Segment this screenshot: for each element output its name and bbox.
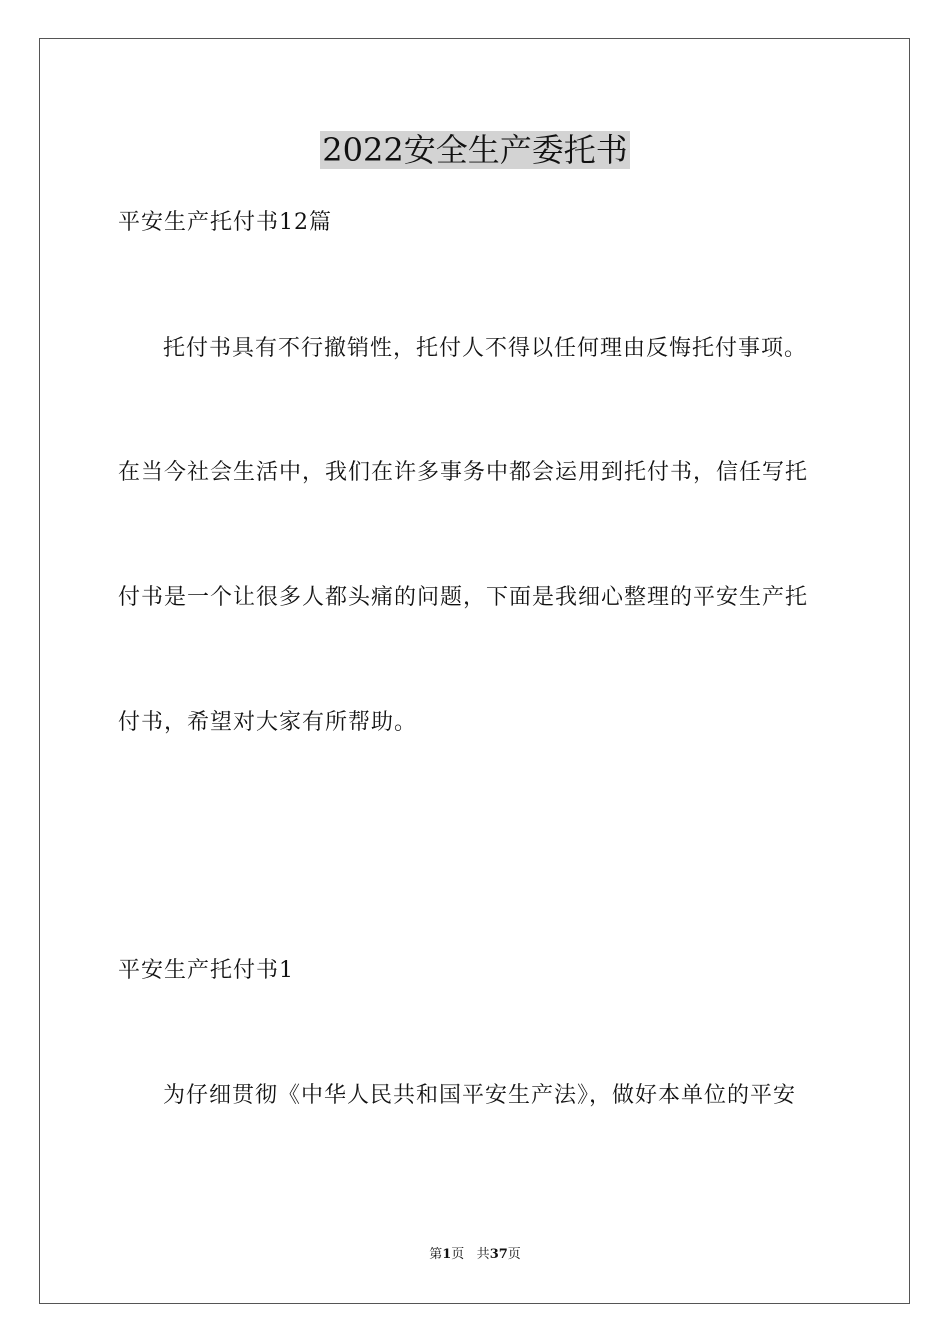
paragraph-line: 在当今社会生活中，我们在许多事务中都会运用到托付书，信任写托 bbox=[118, 460, 809, 485]
document-title bbox=[0, 128, 950, 172]
paragraph-line: 托付书具有不行撤销性，托付人不得以任何理由反悔托付事项。 bbox=[163, 336, 808, 361]
page-prefix: 第 bbox=[429, 1247, 443, 1262]
subtitle: 平安生产托付书12篇 bbox=[118, 210, 332, 235]
paragraph-line: 付书是一个让很多人都头痛的问题，下面是我细心整理的平安生产托 bbox=[118, 585, 809, 610]
paragraph-line: 付书，希望对大家有所帮助。 bbox=[118, 710, 418, 735]
page-number: 1 bbox=[442, 1247, 452, 1262]
paragraph-line: 为仔细贯彻《中华人民共和国平安生产法》，做好本单位的平安 bbox=[163, 1083, 797, 1108]
total-suffix: 页 bbox=[507, 1247, 521, 1262]
document-title-text: 2022安全生产委托书 bbox=[322, 131, 628, 169]
page-footer bbox=[0, 1246, 950, 1264]
total-prefix: 共 bbox=[476, 1247, 490, 1262]
total-pages: 37 bbox=[489, 1247, 508, 1262]
section-heading: 平安生产托付书1 bbox=[118, 958, 294, 983]
page-suffix: 页 bbox=[451, 1247, 465, 1262]
